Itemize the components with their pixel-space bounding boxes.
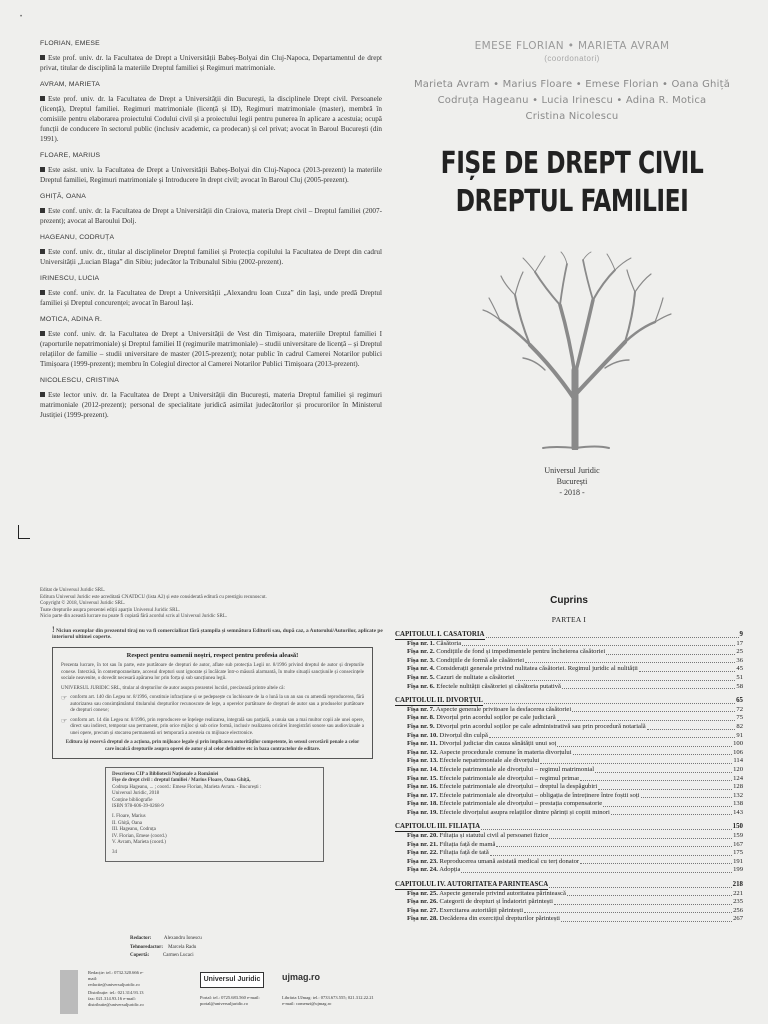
- table-of-contents: [395, 595, 743, 924]
- tree-illustration: [475, 250, 675, 450]
- cip-list-item: II. Ghiță, Oana: [112, 820, 142, 826]
- dot-leader: [561, 915, 732, 922]
- square-bullet-icon: [40, 331, 45, 336]
- dot-leader: [489, 732, 736, 739]
- dot-leader: [598, 783, 732, 790]
- toc-entry: Fișa nr. 7. Aspecte generale privitoare la desfacerea căsătoriei 72: [407, 705, 743, 713]
- toc-page-number: 25: [736, 648, 743, 656]
- crop-mark-vertical: [18, 525, 19, 539]
- author-bio: [40, 377, 382, 420]
- author-name: MOTICA, ADINA R.: [40, 316, 103, 323]
- toc-entry: Fișa nr. 12. Aspecte procedurale comune în materia divorțului 106: [407, 748, 743, 756]
- toc-page-number: 45: [736, 665, 743, 673]
- toc-page-number: 167: [733, 840, 743, 848]
- author-description: Este prof. univ. dr. la Facultatea de Drept a Universității din București, la disciplinele Drept civil. Persoanele (licență), Dreptul familiei. Regimuri matrimoniale (licență și ID), Regimuri matrimoniale (master), membră în comisiile pentru elaborarea proiectului Codului civil și a proiectului legii pentru punerea în aplicare a acestuia; ocupă funcții de conducere în sectorul public (inclusiv academic, ca prodecan) și cel privat; avocat în Baroul București (din 1991).: [40, 95, 382, 143]
- redactor-name: Alexandru Ionescu: [163, 936, 202, 941]
- toc-entry: Fișa nr. 18. Efectele patrimoniale ale divorțului – prestația compensatorie 138: [407, 800, 743, 808]
- publisher-block: [400, 465, 744, 498]
- toc-page-number: 36: [736, 656, 743, 664]
- dot-leader: [595, 766, 732, 773]
- dot-leader: [611, 809, 732, 816]
- dot-leader: [486, 631, 739, 638]
- toc-page-number: 65: [736, 697, 743, 705]
- toc-entry: Fișa nr. 16. Efectele patrimoniale ale divorțului – dreptul la despăgubiri 128: [407, 783, 743, 791]
- toc-page-number: 191: [733, 857, 743, 865]
- toc-page-number: 150: [732, 823, 743, 831]
- toc-entry: Fișa nr. 2. Condițiile de fond și impedimentele pentru încheierea căsătoriei 25: [407, 648, 743, 656]
- author-bio: [40, 275, 382, 308]
- dot-leader: [572, 706, 735, 713]
- toc-entry: Fișa nr. 15. Efectele patrimoniale ale divorțului – regimul primar 124: [407, 774, 743, 782]
- dot-leader: [647, 723, 736, 730]
- author-bio: [40, 81, 382, 144]
- dot-leader: [540, 757, 732, 764]
- dot-leader: [603, 800, 732, 807]
- dot-leader: [567, 890, 732, 897]
- author-bio: [40, 152, 382, 185]
- author-description: Este prof. univ. dr. la Facultatea de Drept a Universității Babeș-Bolyai din Cluj-Napoca, Departamentul de drept privat, titular de disciplină la materiile Dreptul familiei și Regimuri matrimoniale.: [40, 54, 382, 72]
- author-description: Este conf. univ. dr. la Facultatea de Drept a Universității de Vest din Timișoara, materiile Dreptul familiei I (raporturile nepatrimoniale) și Dreptul familiei II (regimurile matrimoniale) – studii universitare de licență – și Dreptul relațiilor de familie – studii universitare de master (2015-prezent); notar public în cadrul Camerei Notarilor publici Timișoara (1999-prezent); membru în Colegiul director al Camerei Notarilor Publici Timișoara (2013-prezent).: [40, 330, 382, 368]
- toc-entry: Fișa nr. 24. Adopția 199: [407, 866, 743, 874]
- toc-page-number: 82: [736, 722, 743, 730]
- toc-entry: Fișa nr. 20. Filiația și statutul civil al persoanei fizice 159: [407, 832, 743, 840]
- contact-librarie: Librăria UJmag: tel.: 0733.673.555; 021.312.22.21 e-mail: comenzi@ujmag.ro: [282, 995, 374, 1006]
- author-name: GHIȚĂ, OANA: [40, 193, 87, 200]
- toc-page-number: 218: [732, 881, 743, 889]
- toc-entry: Fișa nr. 21. Filiația față de mamă 167: [407, 840, 743, 848]
- colophon-line-2: Editura Universul Juridic este acreditată CNATDCU (lista A2) și este considerată editură cu prestigiu recunoscut.: [40, 594, 267, 600]
- copyright-warning-box: [52, 647, 373, 760]
- dot-leader: [606, 648, 735, 655]
- toc-chapter: CAPITOLUL III. FILIAȚIA 150: [395, 823, 743, 831]
- square-bullet-icon: [40, 167, 45, 172]
- square-bullet-icon: [40, 249, 45, 254]
- toc-entry: Fișa nr. 1. Căsătoria 17: [407, 639, 743, 647]
- dot-leader: [549, 881, 731, 888]
- author-name: IRINESCU, LUCIA: [40, 275, 100, 282]
- authors-line-3: Cristina Nicolescu: [525, 111, 619, 122]
- cip-list-item: V. Avram, Marieta (coord.): [112, 840, 166, 846]
- toc-entry: Fișa nr. 6. Efectele nulității căsătoriei și căsătoria putativă 58: [407, 682, 743, 690]
- pointer-icon: ☞: [61, 694, 68, 702]
- author-bio: [40, 193, 382, 226]
- toc-entry: Fișa nr. 28. Decăderea din exercițiul drepturilor părintești 267: [407, 915, 743, 923]
- sale-notice: ! Niciun exemplar din prezentul tiraj nu va fi comercializat fără ștampila și semnătura Editurii sau, după caz, a Autorului/Autorilor, aplicate pe interiorul ultimei coperte.: [52, 624, 383, 640]
- square-bullet-icon: [40, 392, 45, 397]
- toc-entry: Fișa nr. 4. Considerații generale privind nulitatea căsătoriei. Regimul juridic al nulității 45: [407, 665, 743, 673]
- author-name: FLORIAN, EMESE: [40, 40, 100, 47]
- toc-page-number: 138: [733, 800, 743, 808]
- dot-leader: [516, 674, 736, 681]
- warning-paragraph-2: UNIVERSUL JURIDIC SRL, titular al drepturilor de autor asupra prezentei lucrări, precizează printre altele că:: [61, 685, 285, 691]
- dot-leader: [461, 866, 732, 873]
- author-bio: [40, 234, 382, 267]
- toc-page-number: 114: [733, 757, 743, 765]
- dot-leader: [549, 832, 732, 839]
- coperta-name: Carmen Lucaci: [162, 953, 194, 958]
- warning-paragraph-3: ☞ conform art. 140 din Legea nr. 8/1996, constituie infracțiune și se pedepsește cu închisoare de la o lună la un an sau cu amendă reproducerea, fără autorizarea sau consimțământul titularului drepturilor recunoscute de lege, a operelor purtătoare de drepturi de autor sau a produselor purtătoare de drepturi conexe;: [61, 694, 364, 713]
- colophon-line-4: Toate drepturile asupra prezentei ediții aparțin Universul Juridic SRL.: [40, 607, 180, 613]
- author-description: Este lector univ. dr. la Facultatea de Drept a Universității din București, materia Dreptul familiei și regimuri matrimoniale (2012-prezent); personal de specialitate juridică asimilat judecătorilor și procurorilor în Ministerul Justiției (1999-prezent).: [40, 391, 382, 419]
- author-name: NICOLESCU, CRISTINA: [40, 377, 119, 384]
- copyright-warning-title: Respect pentru oamenii noștri, respect pentru profesia aleasă!: [126, 651, 299, 659]
- coordinators: EMESE FLORIAN • MARIETA AVRAM: [474, 40, 670, 52]
- toc-page-number: 91: [736, 731, 743, 739]
- toc-entry: Fișa nr. 27. Exercitarea autorității părintești 256: [407, 906, 743, 914]
- dot-leader: [557, 740, 732, 747]
- toc-page-number: 132: [733, 791, 743, 799]
- toc-chapter: CAPITOLUL I. CĂSĂTORIA 9: [395, 631, 743, 638]
- warning-paragraph-1: Prezenta lucrare, în tot sau în parte, este purtătoare de drepturi de autor, aflate sub protecția Legii nr. 8/1996 privind dreptul de autor și drepturile conexe. Interzisă, în contemporaneitate, accesul drepturi sunt ignorate și încălcate într-o măsură alarmantă, în multe situații sancțiunile și consecințele sociale neavenite, o dovedit necesară apărarea lor prin forța și sub sancțiunea legii.: [61, 663, 364, 681]
- author-name: FLOARE, MARIUS: [40, 152, 101, 159]
- dot-leader: [557, 714, 736, 721]
- pointer-icon: ☞: [61, 716, 68, 725]
- toc-entry: Fișa nr. 26. Categorii de drepturi și îndatoriri părintești 235: [407, 898, 743, 906]
- toc-page-number: 124: [733, 774, 743, 782]
- colophon-line-1: Editat de Universul Juridic SRL.: [40, 588, 106, 593]
- warning-paragraph-5: Editura își rezervă dreptul de a acționa, prin mijloace legale și prin implicarea autorităților competente, în sensul cercetării penale a celor care încalcă drepturile asupra operei de autor și al celor definitive etc în baza contractelor de editare.: [65, 740, 360, 752]
- toc-page-number: 17: [736, 639, 743, 647]
- dot-leader: [524, 907, 732, 914]
- toc-entry: Fișa nr. 13. Efectele nepatrimoniale ale divorțului 114: [407, 757, 743, 765]
- toc-chapter: CAPITOLUL IV. AUTORITATEA PĂRINTEASCĂ 218: [395, 881, 743, 889]
- author-name: HAGEANU, CODRUȚA: [40, 234, 115, 241]
- toc-page-number: 175: [733, 849, 743, 857]
- toc-page-number: 221: [733, 889, 743, 897]
- toc-entry: Fișa nr. 8. Divorțul prin acordul soților pe cale judiciară 75: [407, 714, 743, 722]
- contact-portal: Portal: tel.: 0725.683.560 e-mail: portal@universuljuridic.ro: [200, 995, 260, 1006]
- book-cover: [400, 40, 744, 221]
- contact-redactie: Redacție: tel.: 0732.320.666 e-mail: redactie@universuljuridic.ro: [88, 970, 144, 987]
- credits: Redactor: Alexandru Ionescu Tehnoredactor: Marcela Radu Copertă: Carmen Lucaci: [130, 936, 202, 958]
- toc-entry: Fișa nr. 3. Condițiile de formă ale căsătoriei 36: [407, 656, 743, 664]
- corner-mark: •: [20, 14, 23, 20]
- dot-leader: [562, 683, 735, 690]
- publisher-city: București: [556, 477, 588, 486]
- toc-page-number: 128: [733, 783, 743, 791]
- authors-line-2: Codruța Hageanu • Lucia Irinescu • Adina R. Motica: [437, 95, 707, 106]
- dot-leader: [490, 849, 732, 856]
- toc-page-number: 256: [733, 906, 743, 914]
- cip-author-list: [112, 814, 317, 846]
- toc-page-number: 120: [733, 765, 743, 773]
- book-title-line-2: DREPTUL FAMILIEI: [455, 184, 689, 219]
- dot-leader: [525, 657, 735, 664]
- toc-page-number: 72: [736, 705, 743, 713]
- square-bullet-icon: [40, 290, 45, 295]
- toc-heading: Cuprins: [550, 595, 588, 606]
- author-bio: [40, 40, 382, 73]
- toc-page-number: 100: [733, 740, 743, 748]
- toc-page-number: 159: [733, 832, 743, 840]
- toc-page-number: 143: [733, 808, 743, 816]
- crop-mark-horizontal: [18, 538, 30, 539]
- toc-entry: Fișa nr. 23. Reproducerea umană asistată medical cu terț donator 191: [407, 857, 743, 865]
- publisher-year: - 2018 -: [559, 488, 585, 497]
- dot-leader: [554, 898, 732, 905]
- dot-leader: [639, 665, 736, 672]
- toc-part: PARTEA I: [551, 615, 587, 624]
- book-title-line-1: FIȘE DE DREPT CIVIL: [440, 146, 704, 181]
- cip-list-item: III. Hageanu, Codruța: [112, 827, 156, 833]
- cip-list-item: IV. Florian, Emese (coord.): [112, 833, 167, 839]
- author-description: Este conf. univ. dr. la Facultatea de Drept a Universității „Alexandru Ioan Cuza” din Iași, unde predă Dreptul familiei și Dreptul concurenței; avocat în Baroul Iași.: [40, 289, 382, 307]
- authors-line-1: Marieta Avram • Marius Floare • Emese Florian • Oana Ghiță: [413, 79, 731, 90]
- toc-page-number: 235: [733, 898, 743, 906]
- toc-entry: Fișa nr. 25. Aspecte generale privind autoritatea părintească 221: [407, 889, 743, 897]
- ujmag-logo: ujmag.ro: [282, 972, 321, 982]
- toc-page-number: 51: [736, 673, 743, 681]
- dot-leader: [580, 858, 732, 865]
- toc-entry: Fișa nr. 22. Filiația față de tată 175: [407, 849, 743, 857]
- toc-entry: Fișa nr. 17. Efectele patrimoniale ale divorțului – obligația de întreținere între foștii soți 132: [407, 791, 743, 799]
- dot-leader: [641, 792, 733, 799]
- author-bios: [40, 40, 382, 428]
- toc-entry: Fișa nr. 19. Efectele divorțului asupra relațiilor dintre părinți și copiii minori 143: [407, 808, 743, 816]
- cip-list-item: I. Floare, Marius: [112, 814, 146, 820]
- dot-leader: [496, 841, 732, 848]
- toc-page-number: 9: [739, 631, 743, 638]
- dot-leader: [481, 823, 732, 830]
- warning-paragraph-4: ☞ conform art. 14 din Legea nr. 8/1996, prin reproducere se înțelege realizarea, integrală sau parțială, a unuia sau a mai multor copii ale unei opere, direct sau indirect, temporar sau permanent, prin orice mijloc și sub orice formă, inclusiv realizarea oricărei înregistrări sonore sau audiovizuale a unei opere, precum și stocarea permanentă ori temporară a acesteia cu mijloace electronice.: [61, 716, 364, 736]
- coordinators-role: (coordonatori): [544, 54, 600, 63]
- dot-leader: [580, 775, 732, 782]
- tehno-name: Marcela Radu: [168, 944, 197, 950]
- toc-entry: Fișa nr. 9. Divorțul prin acordul soților pe cale administrativă sau prin procedură notarială 82: [407, 722, 743, 730]
- toc-page-number: 199: [733, 866, 743, 874]
- colophon-line-3: Copyright © 2018, Universul Juridic SRL.: [40, 601, 126, 606]
- toc-chapter: CAPITOLUL II. DIVORȚUL 65: [395, 697, 743, 705]
- colophon-line-5: Nicio parte din această lucrare nu poate fi copiată fără acordul scris al Universul Juridic SRL.: [40, 614, 228, 619]
- toc-entry: Fișa nr. 11. Divorțul judiciar din cauza sănătății unui soț 100: [407, 740, 743, 748]
- justice-statue-icon: [60, 970, 78, 1014]
- toc-page-number: 106: [733, 748, 743, 756]
- colophon: [40, 588, 385, 862]
- contact-distributie: Distribuție: tel.: 021.314.93.13 fax: 021.314.93.16 e-mail: distributie@universuljuridic.ro: [88, 990, 144, 1007]
- square-bullet-icon: [40, 55, 45, 60]
- warning-icon: !: [52, 624, 55, 634]
- author-description: Este conf. univ. dr., titular al disciplinelor Dreptul familiei și Protecția copilului la Facultatea de Drept din cadrul Universității „Lucian Blaga” din Sibiu; judecător la Tribunalul Sibiu (2002-prezent).: [40, 248, 382, 266]
- square-bullet-icon: [40, 208, 45, 213]
- toc-page-number: 267: [733, 915, 743, 923]
- author-bio: [40, 316, 382, 369]
- dot-leader: [484, 697, 735, 704]
- publisher-name: Universul Juridic: [544, 466, 600, 475]
- toc-entry: Fișa nr. 10. Divorțul din culpă 91: [407, 731, 743, 739]
- cip-description: Descrierea CIP a Bibliotecii Naționale a României Fișe de drept civil : dreptul familiei / Marius Floare, Oana Ghiță, Codruța Hageanu, ... ; coord.: Emese Florian, Marieta Avram. - București : Universul Juridic, 2018 Conține bibliografie ISBN 978-606-39-0268-9 I. Floare, Marius II. Ghiță, Oana III. Hageanu, Codruța IV. Florian, Emese (coord.) V. Avram, Marieta (coord.) 34: [105, 767, 324, 862]
- toc-page-number: 58: [736, 682, 743, 690]
- universul-juridic-logo: Universul Juridic: [200, 972, 264, 988]
- toc-page-number: 75: [736, 714, 743, 722]
- dot-leader: [462, 640, 735, 647]
- toc-entry: Fișa nr. 5. Cazuri de nulitate a căsătoriei 51: [407, 673, 743, 681]
- square-bullet-icon: [40, 96, 45, 101]
- author-description: Este conf. univ. dr. la Facultatea de Drept a Universității din Craiova, materia Drept civil – Dreptul familiei (2007-prezent); avocat al Baroului Dolj.: [40, 207, 382, 225]
- dot-leader: [573, 749, 733, 756]
- author-description: Este asist. univ. la Facultatea de Drept a Universității Babeș-Bolyai din Cluj-Napoca (2013-prezent) la materiile Dreptul familiei, Regimuri matrimoniale și Introducere în drept civil; avocat în Baroul Cluj (2005-prezent).: [40, 166, 382, 184]
- toc-entry: Fișa nr. 14. Efectele patrimoniale ale divorțului – regimul matrimonial 120: [407, 765, 743, 773]
- publisher-logos: [60, 970, 380, 1015]
- toc-entries: [395, 631, 743, 924]
- author-name: AVRAM, MARIETA: [40, 81, 100, 88]
